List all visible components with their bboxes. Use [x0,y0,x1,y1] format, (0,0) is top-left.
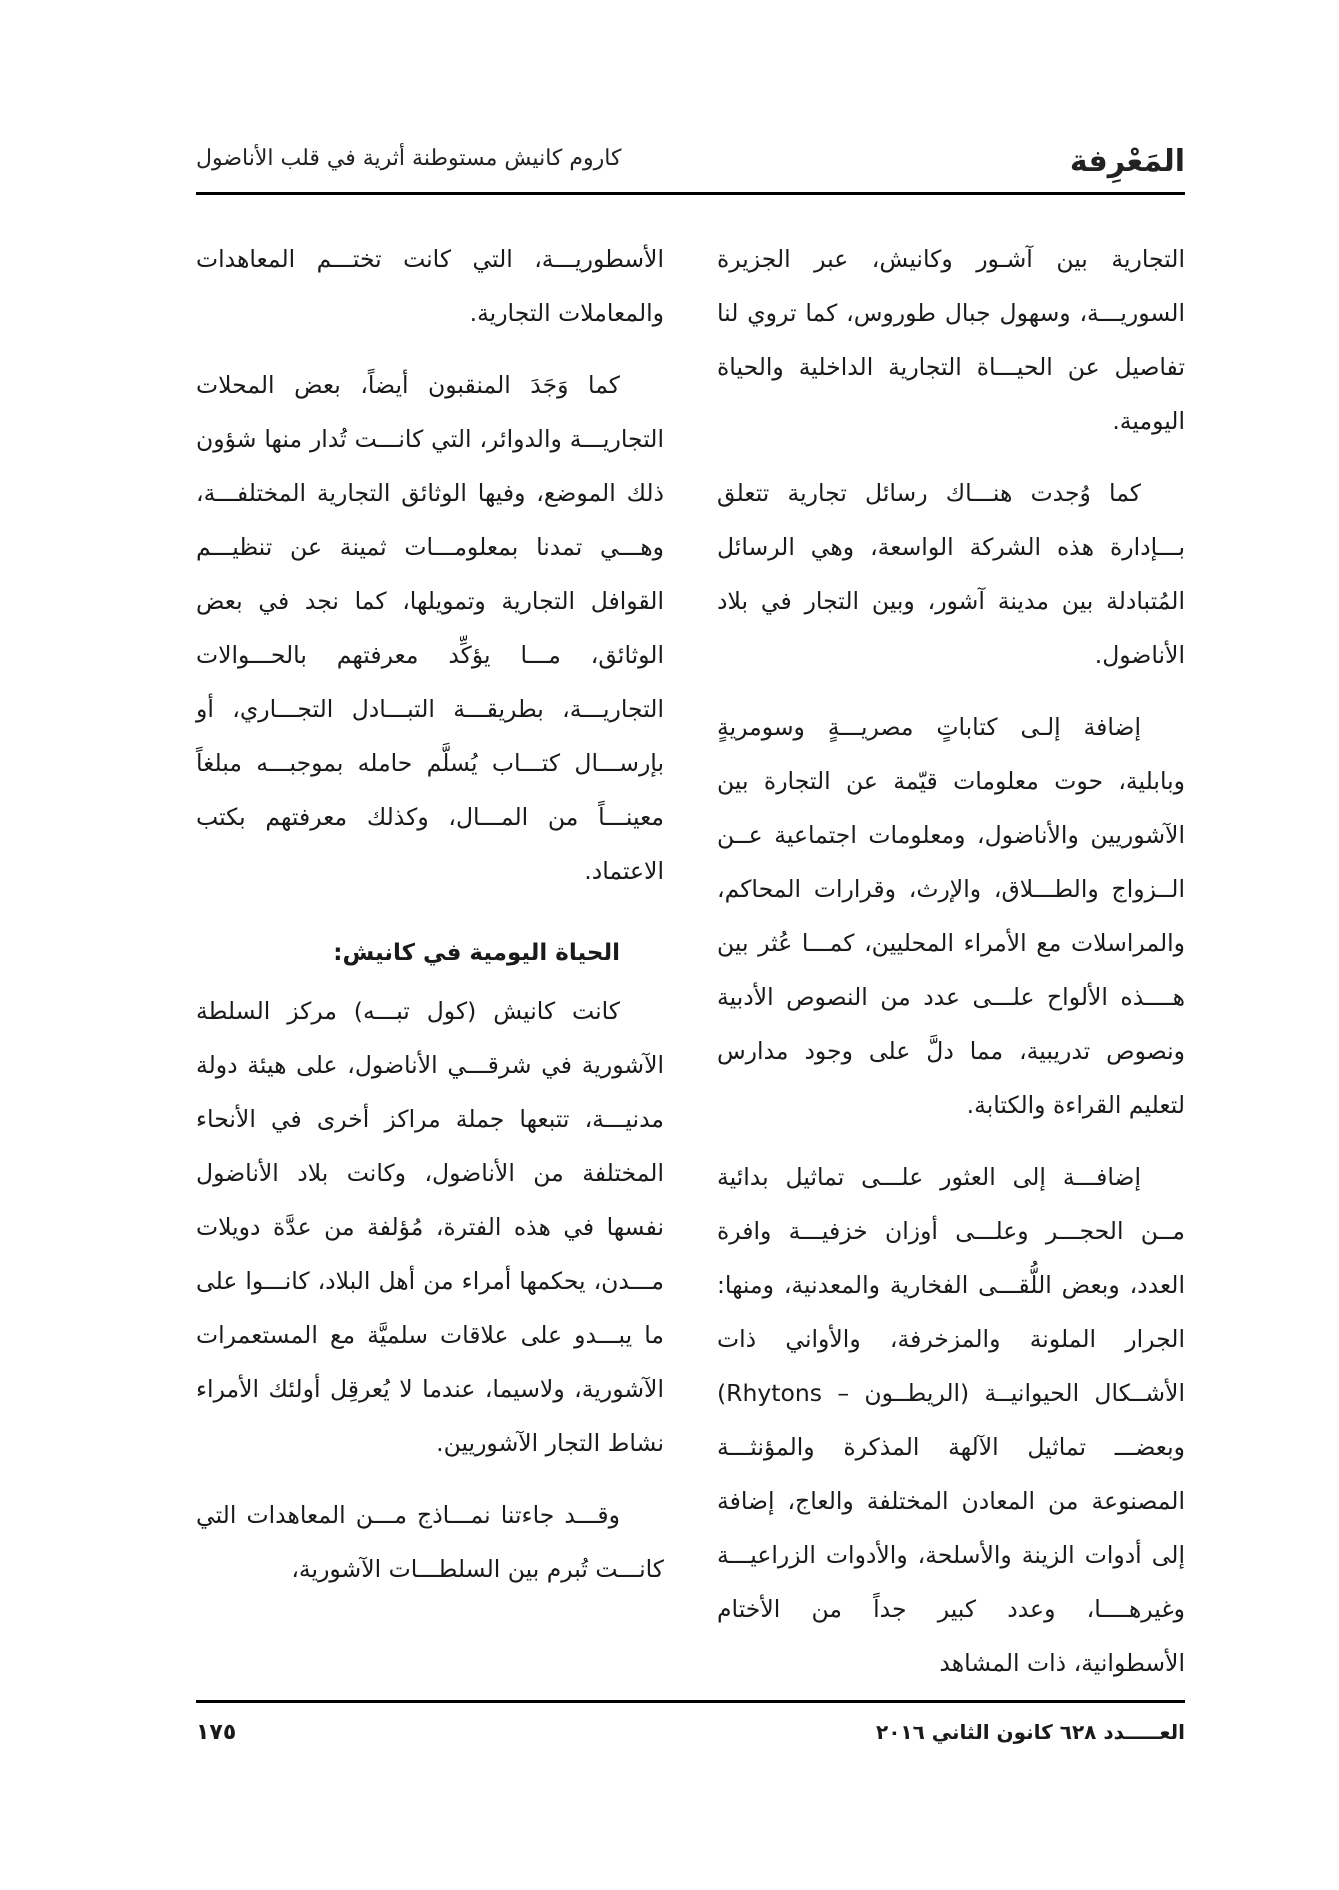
header-rule [196,192,1185,195]
running-title: كاروم كانيش مستوطنة أثرية في قلب الأناضول [196,146,622,171]
section-heading: الحياة اليومية في كانيش: [333,940,620,966]
paragraph: إضافـــة إلى العثور علـــى تماثيل بدائية مــن الحجـــر وعلـــى أوزان خزفيـــة وافرة العدد، وبعض اللُّقـــى الفخارية والمعدنية، ومنها: الجرار الملونة والمزخرفة، والأواني ذات الأشــكال الحيوانيــة (الريطــون – Rhytons) وبعضـــ تماثيل الآلهة المذكرة والمؤنثـــة المصنوعة من المعادن المختلفة والعاج، إضافة إلى أدوات الزينة والأسلحة، والأدوات الزراعيـــة وغيرهــــا، وعدد كبير جداً من الأختام الأسطوانية، ذات المشاهد [717,1163,1185,1677]
left-column [196,232,664,1596]
issue-info: العـــــدد ٦٢٨ كانون الثاني ٢٠١٦ [875,1720,1185,1744]
paragraph: كانت كانيش (كول تبـــه) مركز السلطة الآشورية في شرقـــي الأناضول، على هيئة دولة مدنيـــة، تتبعها جملة مراكز أخرى في الأنحاء المختلفة من الأناضول، وكانت بلاد الأناضول نفسها في هذه الفترة، مُؤلفة من عدَّة دويلات مـــدن، يحكمها أمراء من أهل البلاد، كانـــوا على ما يبـــدو على علاقات سلميَّة مع المستعمرات الآشورية، ولاسيما، عندما لا يُعرقِل أولئك الأمراء نشاط التجار الآشوريين. [196,997,664,1457]
footer-rule [196,1700,1185,1703]
right-column [717,232,1185,1690]
paragraph: إضافة إلـى كتاباتٍ مصريـــةٍ وسومريةٍ وبابلية، حوت معلومات قيّمة عن التجارة بين الآشوريين والأناضول، ومعلومات اجتماعية عــن الــزواج والطـــلاق، والإرث، وقرارات المحاكم، والمراسلات مع الأمراء المحليين، كمـــا عُثر بين هــــذه الألواح علـــى عدد من النصوص الأدبية ونصوص تدريبية، مما دلَّ على وجود مدارس لتعليم القراءة والكتابة. [717,713,1185,1119]
paragraph: الأسطوريـــة، التي كانت تختـــم المعاهدات والمعاملات التجارية. [196,245,664,327]
paragraph: وقـــد جاءتنا نمـــاذج مـــن المعاهدات التي كانـــت تُبرم بين السلطـــات الآشورية، [196,1501,664,1583]
paragraph: كما وُجدت هنـــاك رسائل تجارية تتعلق بـــإدارة هذه الشركة الواسعة، وهي الرسائل المُتبادلة بين مدينة آشور، وبين التجار في بلاد الأناضول. [717,479,1185,669]
page-footer [196,1720,1185,1760]
magazine-logo: المَعْرِفة [1069,144,1185,179]
paragraph: كما وَجَدَ المنقبون أيضاً، بعض المحلات التجاريـــة والدوائر، التي كانـــت تُدار منها شؤون ذلك الموضع، وفيها الوثائق التجارية المختلفـــة، وهـــي تمدنا بمعلومـــات ثمينة عن تنظيـــم القوافل التجارية وتمويلها، كما نجد في بعض الوثائق، مـــا يؤكِّد معرفتهم بالحـــوالات التجاريـــة، بطريقـــة التبـــادل التجـــاري، أو بإرســـال كتـــاب يُسلَّم حامله بموجبـــه مبلغاً معينـــاً من المـــال، وكذلك معرفتهم بكتب الاعتماد. [196,371,664,885]
page-header [196,140,1185,184]
page-number: ١٧٥ [196,1720,237,1745]
paragraph: التجارية بين آشـور وكانيش، عبر الجزيرة السوريـــة، وسهول جبال طوروس، كما تروي لنا تفاصيل عن الحيـــاة التجارية الداخلية والحياة اليومية. [717,245,1185,435]
